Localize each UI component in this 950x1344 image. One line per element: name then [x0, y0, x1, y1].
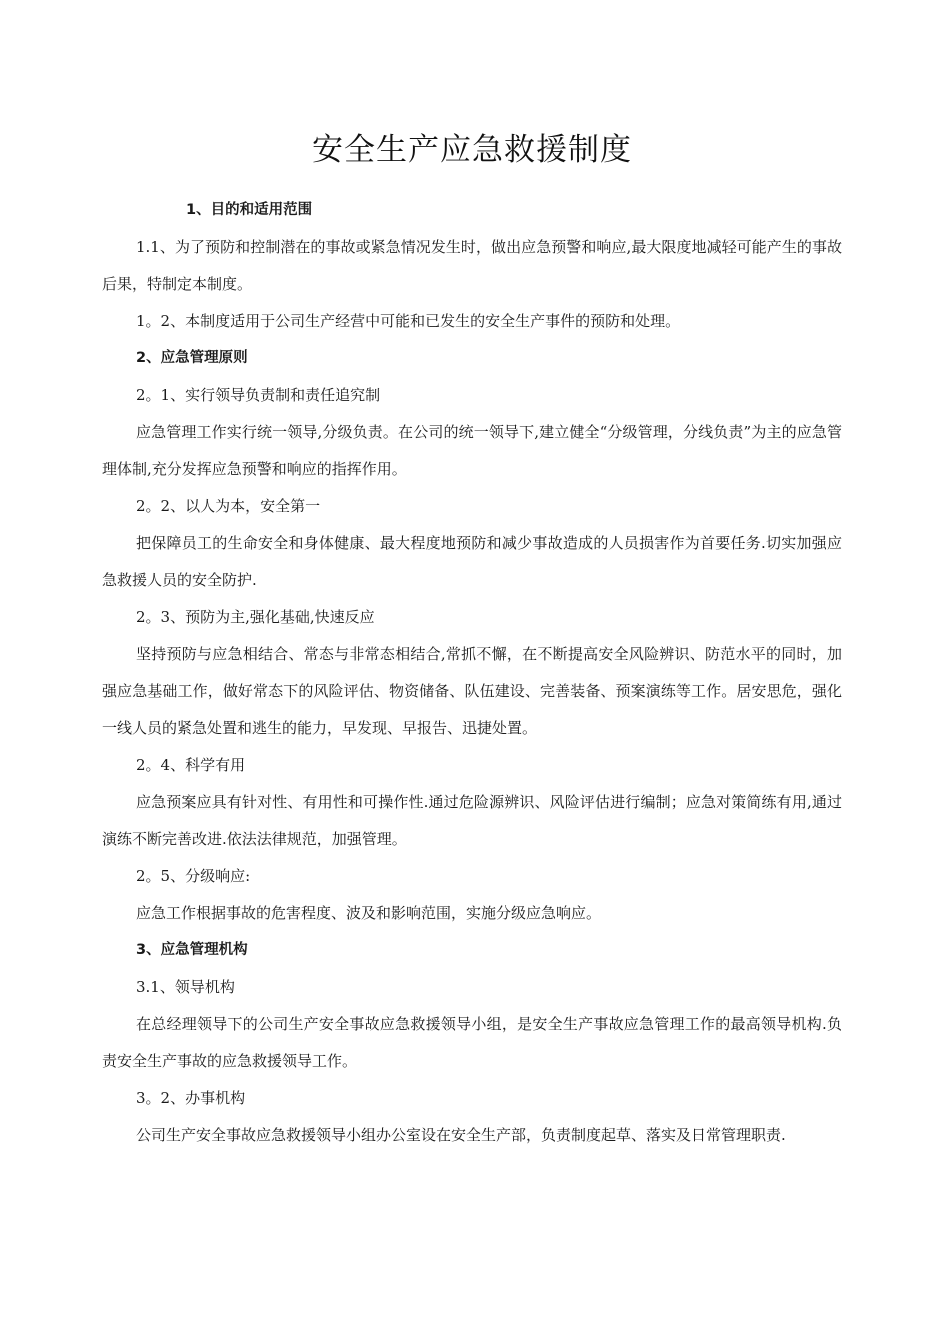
subheading-3-2: 3。2、办事机构: [136, 1089, 246, 1107]
paragraph-2-1: 应急管理工作实行统一领导,分级负责。在公司的统一领导下,建立健全“分级管理，分线负责”为主的应急管理体制,充分发挥应急预警和响应的指挥作用。: [102, 423, 842, 478]
paragraph-2-4: 应急预案应具有针对性、有用性和可操作性.通过危险源辨识、风险评估进行编制；应急对策简练有用,通过演练不断完善改进.依法法律规范，加强管理。: [102, 793, 842, 848]
document-page: [102, 126, 842, 1154]
section-heading-3: 3、应急管理机构: [136, 942, 248, 958]
paragraph-2-3: 坚持预防与应急相结合、常态与非常态相结合,常抓不懈，在不断提高安全风险辨识、防范水平的同时，加强应急基础工作，做好常态下的风险评估、物资储备、队伍建设、完善装备、预案演练等工作。居安思危，强化一线人员的紧急处置和逃生的能力，早发现、早报告、迅捷处置。: [102, 645, 842, 737]
paragraph-2-5: 应急工作根据事故的危害程度、波及和影响范围，实施分级应急响应。: [136, 904, 602, 922]
subheading-2-4: 2。4、科学有用: [136, 756, 246, 774]
subheading-3-1: 3.1、领导机构: [136, 978, 235, 996]
paragraph-1-2: 1。2、本制度适用于公司生产经营中可能和已发生的安全生产事件的预防和处理。: [136, 312, 681, 330]
paragraph-2-2: 把保障员工的生命安全和身体健康、最大程度地预防和减少事故造成的人员损害作为首要任务.切实加强应急救援人员的安全防护.: [102, 534, 842, 589]
document-title: 安全生产应急救援制度: [312, 132, 632, 168]
paragraph-3-1: 在总经理领导下的公司生产安全事故应急救援领导小组，是安全生产事故应急管理工作的最高领导机构.负责安全生产事故的应急救援领导工作。: [102, 1015, 842, 1070]
subheading-2-5: 2。5、分级响应:: [136, 867, 251, 885]
paragraph-3-2: 公司生产安全事故应急救援领导小组办公室设在安全生产部，负责制度起草、落实及日常管理职责.: [136, 1126, 786, 1144]
subheading-2-2: 2。2、以人为本，安全第一: [136, 497, 321, 515]
section-heading-2: 2、应急管理原则: [136, 350, 248, 366]
paragraph-1-1: 1.1、为了预防和控制潜在的事故或紧急情况发生时，做出应急预警和响应,最大限度地减轻可能产生的事故后果，特制定本制度。: [102, 238, 842, 293]
section-heading-1: 1、目的和适用范围: [186, 202, 313, 218]
subheading-2-1: 2。1、实行领导负责制和责任追究制: [136, 386, 381, 404]
subheading-2-3: 2。3、预防为主,强化基础,快速反应: [136, 608, 375, 626]
